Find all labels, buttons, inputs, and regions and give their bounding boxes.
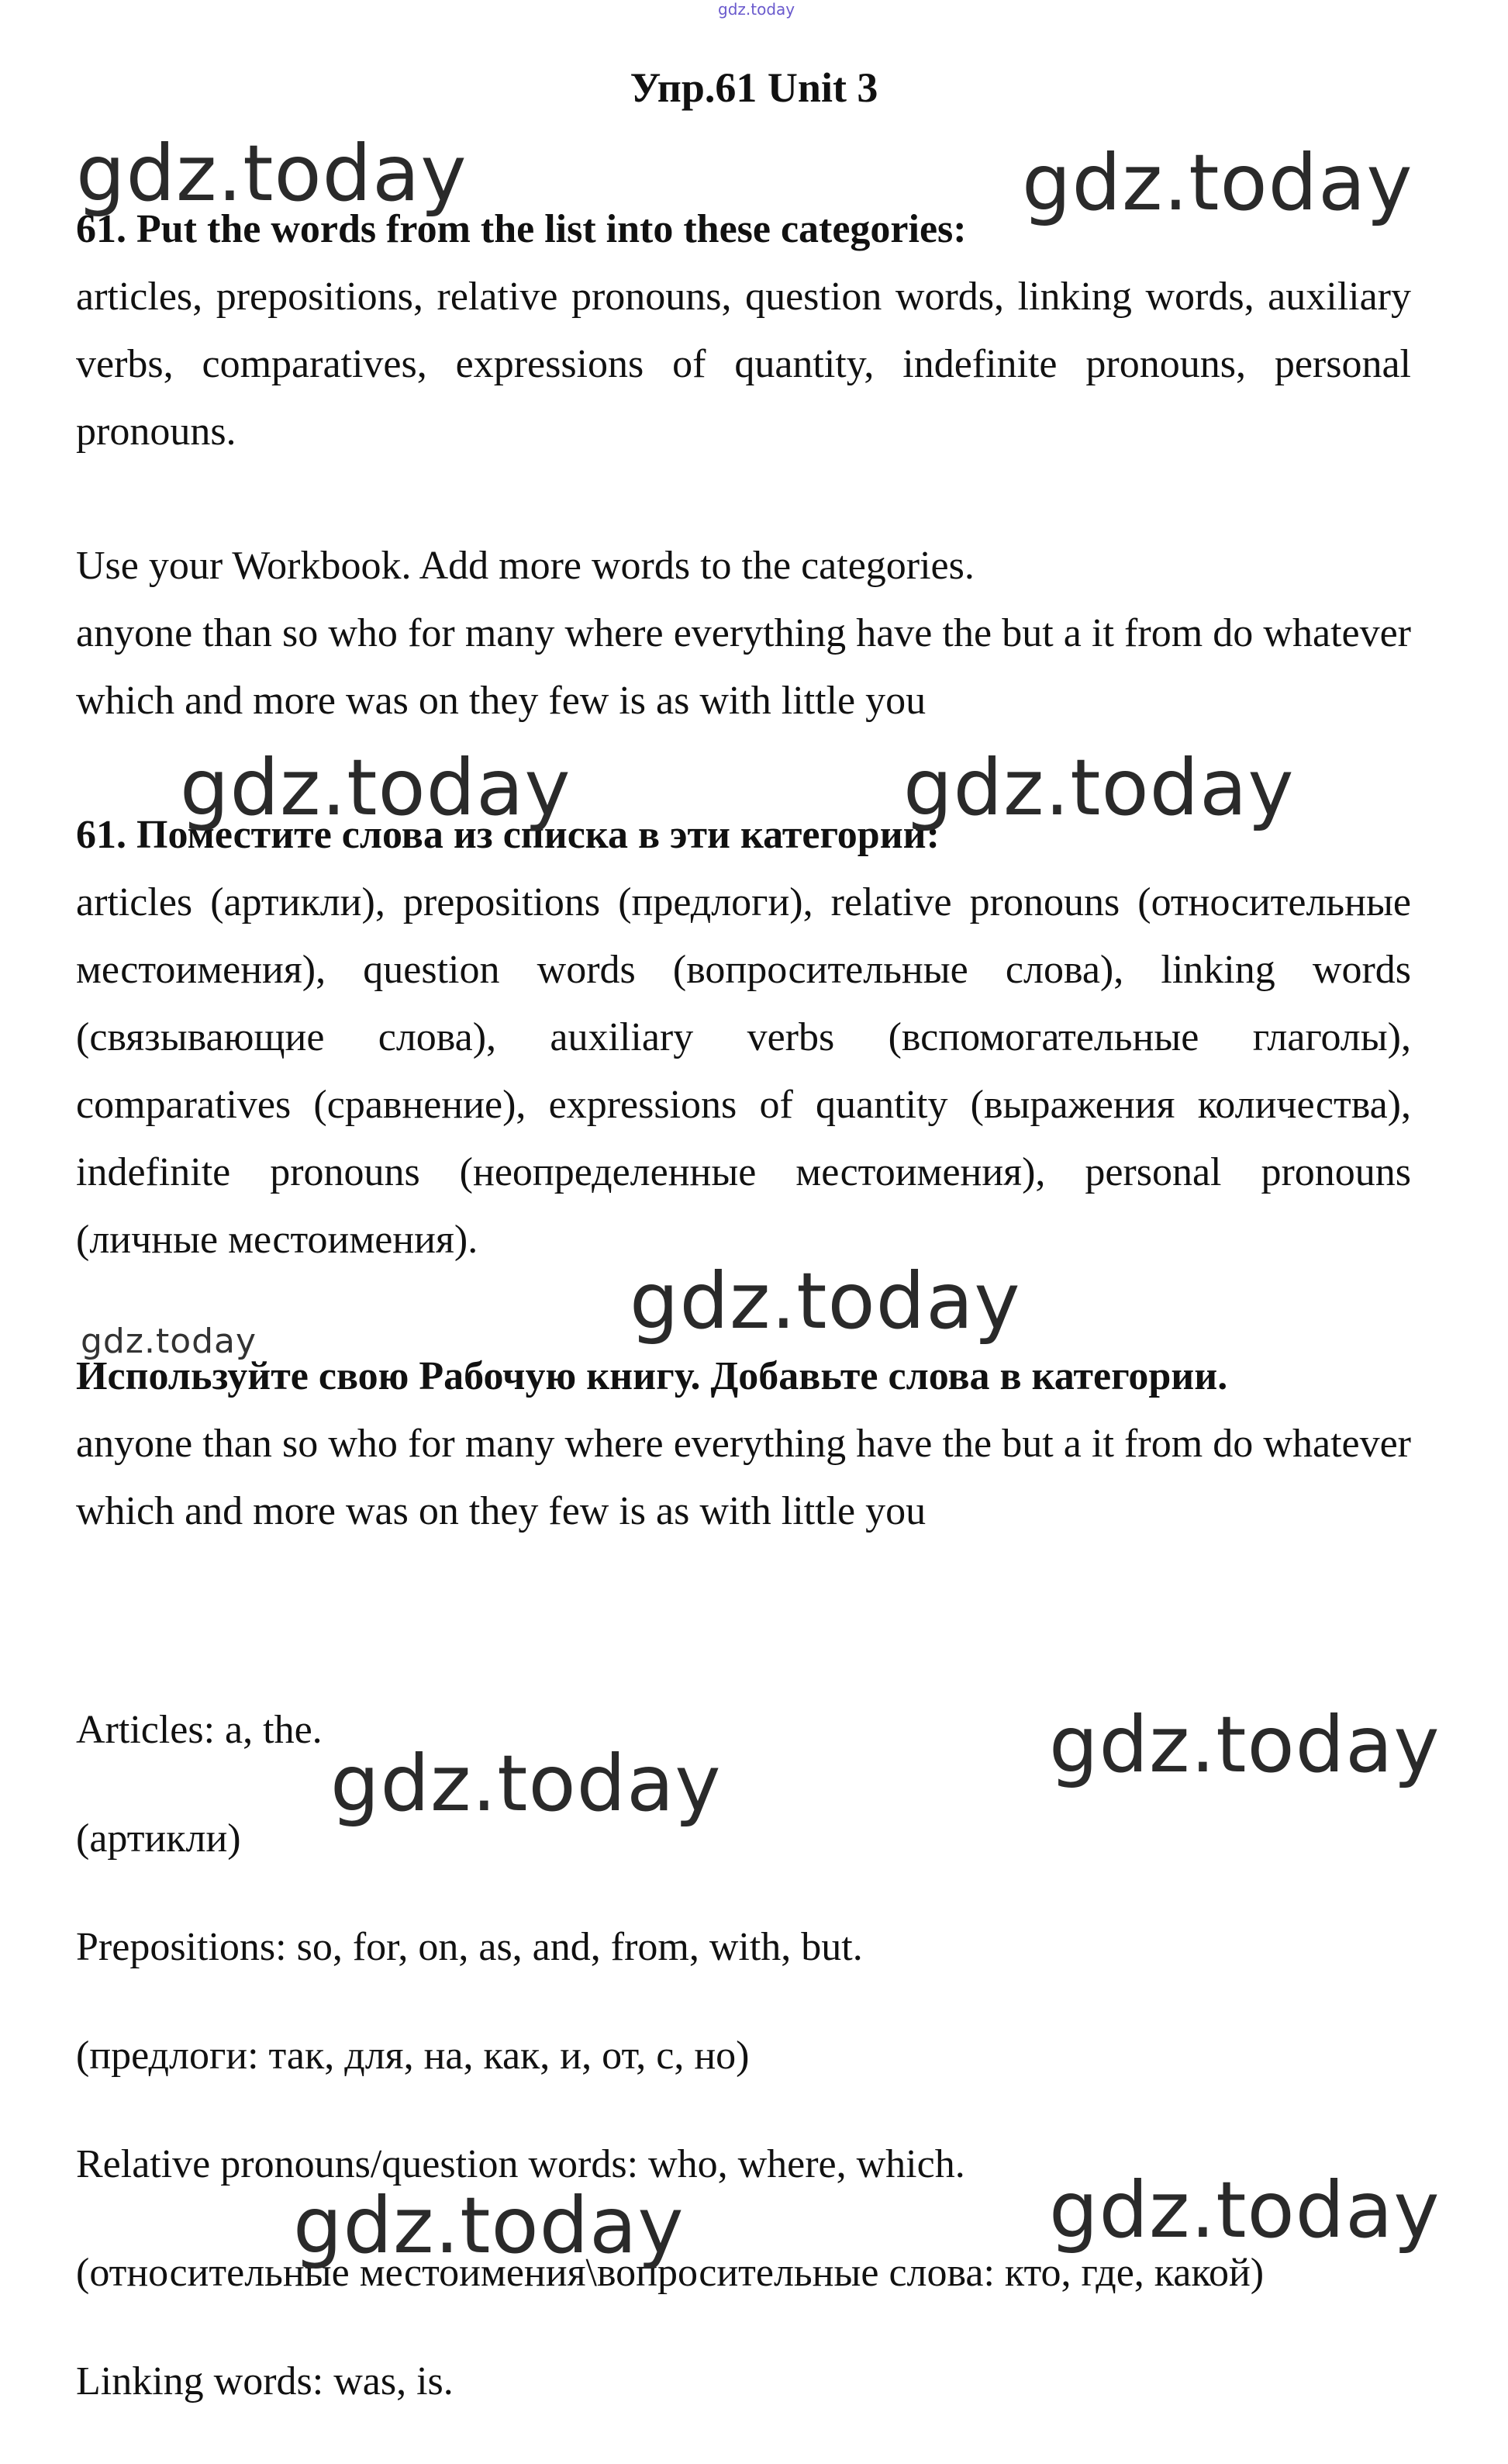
watermark: gdz.today [903,742,1295,833]
russian-categories-text: articles (артикли), prepositions (предлоги), relative pronouns (относительные местоимения), question words (вопросительные слова), linking words (связывающие слова), auxiliary verbs (вспомогательные глаголы), comparatives (сравнение), expressions of quantity (выражения количества), indefinite pronouns (неопределенные местоимения), personal pronouns (личные местоимения). [76,880,1411,1262]
watermark: gdz.today [180,742,571,833]
answer-articles-translation: (артикли) [76,1816,241,1861]
watermark: gdz.today [630,1256,1021,1346]
answer-relative-pronouns: Relative pronouns/question words: who, where, which. [76,2142,965,2186]
watermark: gdz.today [293,2180,685,2271]
english-word-list: anyone than so who for many where everything have the but a it from do whatever which and more was on they few is as with little you [76,611,1411,723]
russian-word-list: anyone than so who for many where everything have the but a it from do whatever which and more was on they few is as with little you [76,1422,1411,1533]
watermark: gdz.today [330,1738,722,1829]
russian-instruction: Используйте свою Рабочую книгу. Добавьте слова в категории. [76,1354,1228,1398]
top-watermark: gdz.today [718,0,795,19]
watermark: gdz.today [1022,137,1413,228]
watermark: gdz.today [76,128,468,219]
english-categories-text: articles, prepositions, relative pronouns, question words, linking words, auxiliary verbs, comparatives, expressions of quantity, indefinite pronouns, personal pronouns. [76,275,1411,454]
answer-prepositions: Prepositions: so, for, on, as, and, from, with, but. [76,1925,863,1969]
russian-task-heading: 61. Поместите слова из списка в эти категории: [76,813,940,857]
watermark: gdz.today [81,1322,257,1361]
answer-articles: Articles: a, the. [76,1708,323,1752]
english-task-heading: 61. Put the words from the list into these categories: [76,207,967,251]
answer-prepositions-translation: (предлоги: так, для, на, как, и, от, с, но) [76,2034,750,2078]
watermark: gdz.today [1049,2165,1441,2255]
watermark: gdz.today [1049,1699,1441,1790]
page-title: Упр.61 Unit 3 [630,64,878,111]
english-instruction: Use your Workbook. Add more words to the categories. [76,544,975,588]
answer-relative-pronouns-translation: (относительные местоимения\вопросительные слова: кто, где, какой) [76,2251,1265,2295]
answer-linking-words: Linking words: was, is. [76,2359,454,2404]
